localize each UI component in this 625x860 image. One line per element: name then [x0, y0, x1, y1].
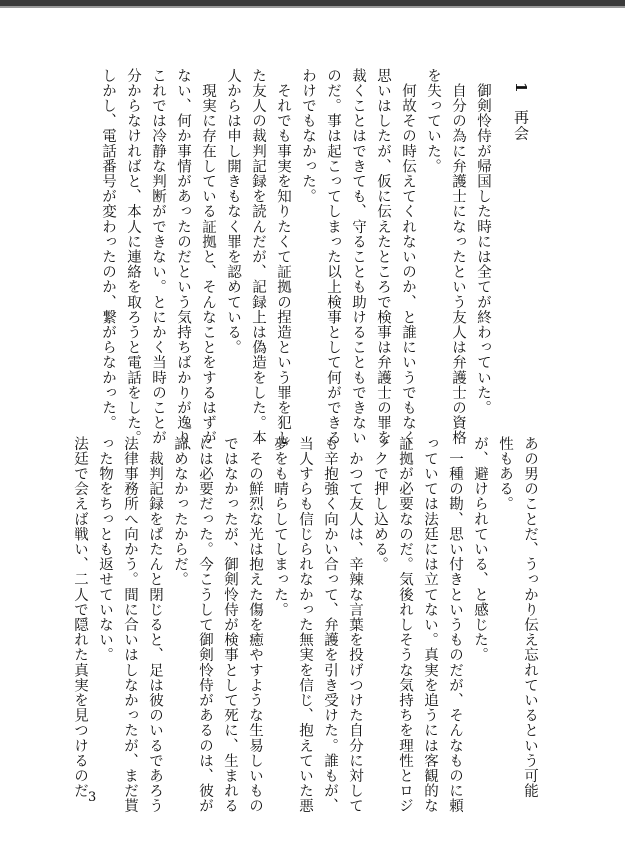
text-line: ない、何か事情があったのだという気持ちばかりが逸り、 [175, 68, 191, 461]
text-line: ックで押し込める。 [372, 436, 388, 572]
text-line: 当人すらも信じられなかった無実を信じ、抱えていた悪 [297, 436, 313, 814]
text-line: た友人の裁判記録を読んだが、記録上は偽造をした。本 [250, 68, 266, 446]
text-line: 証拠が必要なのだ。気後れしそうな気持ちを理性とロジ [397, 436, 413, 814]
text-line: も辛抱強く向かい合って、弁護を引き受けた。誰もが、 [322, 436, 338, 814]
text-line: 自分の為に弁護士になったという友人は弁護士の資格 [450, 68, 466, 446]
lower-text-block [67, 436, 542, 814]
book-page [0, 8, 625, 860]
text-line: 性もある。 [497, 436, 513, 512]
text-line: 裁判記録をぱたんと閉じると、足は彼のいるであろう [147, 436, 163, 814]
text-line: 法廷で会えば戦い、二人で隠れた真実を見つけるのだ [72, 436, 88, 799]
text-line: あの男のことだ、うっかり伝え忘れているという可能 [522, 436, 538, 799]
text-line: 何故その時伝えてくれないのか、と誰にいうでもなく [400, 68, 416, 446]
text-line: 分からなければと、本人に連絡を取ろうと電話をした。 [125, 68, 141, 446]
text-line: が、避けられている、と感じた。 [472, 436, 488, 663]
text-line: 御剣怜侍が帰国した時には全てが終わっていた。 [475, 68, 491, 416]
text-line: わけでもなかった。 [300, 68, 316, 204]
chapter-number: 1 [512, 82, 530, 94]
text-line: を失っていた。 [425, 68, 441, 174]
text-line: 法律事務所へ向かう。間に合いはしなかったが、まだ貰 [122, 436, 138, 814]
upper-text-block [95, 68, 495, 461]
text-line: っていては法廷には立てない。真実を追うには客観的な [422, 436, 438, 814]
text-line: その鮮烈な光は抱えた傷を癒やすような生易しいもの [247, 436, 263, 814]
text-line: しかし、電話番号が変わったのか、繋がらなかった。 [100, 68, 116, 431]
text-line: それでも事実を知りたくて証拠の捏造という罪を犯し [275, 68, 291, 446]
text-line: 夢をも晴らしてしまった。 [272, 436, 288, 618]
chapter-heading [511, 82, 532, 141]
text-line: 人からは申し開きもなく罪を認めている。 [225, 68, 241, 355]
text-line: かつて友人は、辛辣な言葉を投げつけた自分に対して [347, 436, 363, 814]
page-number: 3 [88, 790, 97, 805]
text-line: のだ。事は起こってしまった以上検事として何ができる [325, 68, 341, 446]
text-line: には必要だった。今こうして御剣怜侍があるのは、彼が [197, 436, 213, 814]
text-line: 裁くことはできても、守ることも助けることもできない [350, 68, 366, 446]
text-line: った物をちっとも返せていない。 [97, 436, 113, 663]
text-line: 一種の勘、思い付きというものだが、そんなものに頼 [447, 436, 463, 814]
chapter-title: 再会 [512, 109, 530, 142]
text-line: 諦めなかったからだ。 [172, 436, 188, 587]
text-line: ではなかったが、御剣怜侍が検事として死に、生まれる [222, 436, 238, 814]
text-line: 現実に存在している証拠と、そんなことをするはずが [200, 68, 216, 446]
text-line: これでは冷静な判断ができない。とにかく当時のことが [150, 68, 166, 446]
text-line: 思いはしたが、仮に伝えたところで検事は弁護士の罪を [375, 68, 391, 446]
